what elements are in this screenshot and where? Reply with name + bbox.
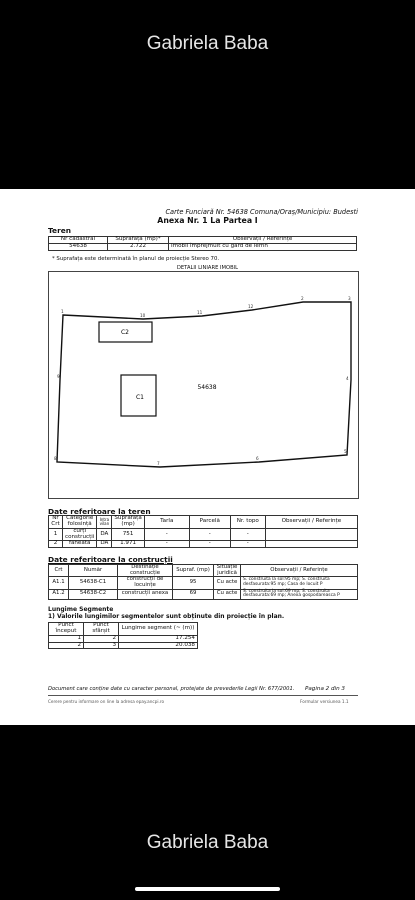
constructii-header: Situație juridică: [214, 565, 241, 577]
table-cell: 1: [49, 635, 84, 642]
table-row: [49, 528, 358, 541]
constructii-header: Crt: [49, 565, 69, 577]
table-cell: 751: [112, 528, 144, 541]
table-cell: 2: [84, 635, 119, 642]
date-constructii-table: [48, 564, 358, 600]
table-cell: construcții de locuințe: [118, 577, 173, 589]
plan-svg: [49, 272, 358, 498]
table-cell: 20.038: [119, 642, 198, 649]
segmente-header: Lungime segment (~ (m)): [119, 623, 198, 636]
teren-header-observatii: Observații / Referințe: [169, 237, 357, 244]
table-cell: 54638-C1: [69, 577, 118, 589]
teren-footnote: * Suprafața este determinată în planul de proiecție Stereo 70.: [52, 256, 220, 262]
document-page: [0, 189, 415, 725]
date-teren-header: Intra vilan: [97, 516, 112, 529]
table-cell: faneata: [63, 541, 97, 548]
plan-caption: DETALII LINIARE IMOBIL: [176, 265, 239, 271]
vertex-label: 7: [157, 461, 160, 466]
vertex-label: 1: [61, 309, 64, 314]
table-row: [49, 589, 358, 599]
vertex-label: 2: [301, 296, 304, 301]
table-cell: -: [144, 541, 189, 548]
table-cell: S. construita la sol:69 mp; S. construita desfasurata:69 mp; Anexa gospodareasca P: [241, 589, 358, 599]
table-cell: 95: [173, 577, 214, 589]
constructii-header: Observații / Referințe: [241, 565, 358, 577]
table-cell: DA: [97, 541, 112, 548]
teren-cell-suprafata: 2.722: [108, 243, 169, 250]
table-row: [49, 642, 198, 649]
table-cell: 54638-C2: [69, 589, 118, 599]
date-teren-header: Categorie folosință: [63, 516, 97, 529]
teren-section-title: Teren: [48, 226, 71, 235]
date-constructii-title: Date referitoare la construcții: [48, 555, 173, 564]
footer-epay-note: Cerere pentru informare on line la adresa epay.ancpi.ro: [48, 699, 165, 704]
table-cell: 2: [49, 541, 63, 548]
parcel-number-label: 54638: [197, 384, 217, 391]
footer-form-version: Formular versiunea 1.1: [300, 699, 349, 704]
building-c2-label: C2: [120, 329, 130, 336]
home-indicator[interactable]: [135, 887, 280, 891]
table-cell: 3: [84, 642, 119, 649]
page-number: Pagina 2 din 3: [305, 686, 345, 692]
constructii-header: Supraf. (mp): [173, 565, 214, 577]
table-cell: 1: [49, 528, 63, 541]
vertex-label: 9: [57, 374, 60, 379]
vertex-label: 3: [348, 296, 351, 301]
bottom-title: Gabriela Baba: [146, 832, 269, 853]
segmente-title: Lungime Segmente: [48, 606, 114, 613]
table-cell: 17.254: [119, 635, 198, 642]
table-cell: [265, 541, 357, 548]
table-cell: construcții anexa: [118, 589, 173, 599]
table-cell: S. construita la sol:95 mp; S. construita desfasurata:95 mp; Casa de locuit P: [241, 577, 358, 589]
anexa-title: Anexa Nr. 1 La Partea I: [157, 216, 258, 225]
table-row: [49, 577, 358, 589]
date-teren-title: Date referitoare la teren: [48, 507, 151, 516]
table-cell: -: [189, 528, 230, 541]
vertex-label: 12: [248, 304, 254, 309]
table-row: [49, 541, 358, 548]
date-teren-header: Nr Crt: [49, 516, 63, 529]
table-cell: -: [144, 528, 189, 541]
footer-disclaimer: Document care conține date cu caracter personal, protejate de prevederile Legii Nr. 677/2001.: [48, 686, 295, 692]
teren-cell-nr-cadastral: 54638: [49, 243, 108, 250]
table-cell: A1.1: [49, 577, 69, 589]
vertex-label: 10: [140, 313, 146, 318]
top-title: Gabriela Baba: [146, 33, 269, 54]
table-cell: [265, 528, 357, 541]
constructii-header: Destinație construcție: [118, 565, 173, 577]
footer-divider: [48, 695, 358, 696]
date-teren-header: Parcelă: [189, 516, 230, 529]
date-teren-table: [48, 515, 358, 548]
table-cell: -: [189, 541, 230, 548]
segmente-header: Punct început: [49, 623, 84, 636]
table-cell: DA: [97, 528, 112, 541]
teren-table: [48, 236, 357, 251]
table-cell: curți construcții: [63, 528, 97, 541]
plan-drawing: [48, 271, 359, 499]
date-teren-header: Observații / Referințe: [265, 516, 357, 529]
segmente-subtitle: 1) Valorile lungimilor segmentelor sunt obținute din proiecție în plan.: [48, 613, 285, 620]
table-cell: 2: [49, 642, 84, 649]
segmente-header: Punct sfârșit: [84, 623, 119, 636]
table-cell: Cu acte: [214, 577, 241, 589]
document-header: Carte Funciară Nr. 54638 Comuna/Oraș/Municipiu: Budesti: [165, 208, 358, 216]
vertex-label: 6: [256, 456, 259, 461]
table-cell: Cu acte: [214, 589, 241, 599]
date-teren-header: Nr. topo: [230, 516, 265, 529]
vertex-label: 4: [346, 376, 349, 381]
table-cell: -: [230, 541, 265, 548]
segmente-table: [48, 622, 198, 649]
date-teren-header: Suprafața (mp): [112, 516, 144, 529]
table-cell: -: [230, 528, 265, 541]
constructii-header: Număr: [69, 565, 118, 577]
vertex-label: 5: [344, 449, 347, 454]
date-teren-header: Tarla: [144, 516, 189, 529]
building-c1-label: C1: [135, 394, 145, 401]
vertex-label: 8: [54, 456, 57, 461]
teren-header-suprafata: Suprafața (mp)*: [108, 237, 169, 244]
vertex-label: 11: [197, 310, 203, 315]
table-cell: 1.971: [112, 541, 144, 548]
teren-cell-observatii: Imobil împrejmuit cu gard de lemn: [169, 243, 357, 250]
table-cell: 69: [173, 589, 214, 599]
table-cell: A1.2: [49, 589, 69, 599]
teren-header-nr-cadastral: Nr cadastral: [49, 237, 108, 244]
